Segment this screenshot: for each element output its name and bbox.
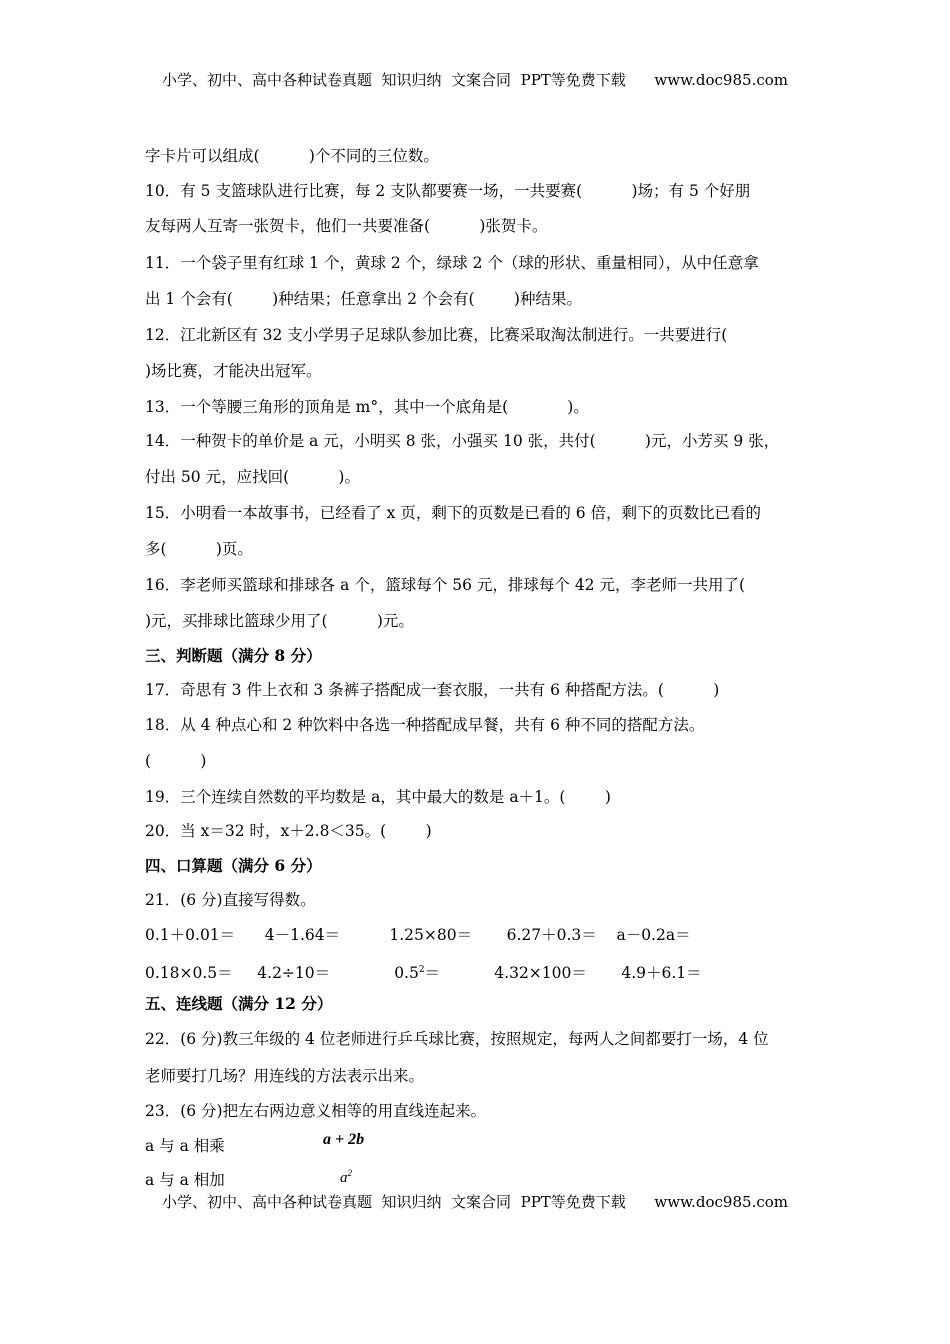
question-10-line-1: 10．有 5 支篮球队进行比赛，每 2 支队都要赛一场，一共要赛( )场；有 5 个好朋 bbox=[145, 182, 751, 200]
math-exponent: 2 bbox=[347, 1168, 352, 1178]
mental-math-row-2-part-c: ＝ 4.32×100＝ 4.9＋6.1＝ bbox=[424, 964, 702, 982]
question-16-line-1: 16．李老师买篮球和排球各 a 个，篮球每个 56 元，排球每个 42 元，李老师一共用了( bbox=[145, 576, 746, 594]
question-11-line-1: 11．一个袋子里有红球 1 个，黄球 2 个，绿球 2 个（球的形状、重量相同），从中任意拿 bbox=[145, 254, 759, 272]
question-21: 21．(6 分)直接写得数。 bbox=[145, 891, 316, 909]
question-10-line-2: 友每两人互寄一张贺卡，他们一共要准备( )张贺卡。 bbox=[145, 217, 548, 235]
question-13: 13．一个等腰三角形的顶角是 m°，其中一个底角是( )。 bbox=[145, 398, 589, 416]
match-right-item-2 bbox=[340, 1168, 352, 1187]
match-left-item-2: a 与 a 相加 bbox=[145, 1171, 225, 1189]
question-16-line-2: )元，买排球比篮球少用了( )元。 bbox=[145, 612, 414, 630]
question-14-line-2: 付出 50 元，应找回( )。 bbox=[145, 468, 360, 486]
exponent: 2 bbox=[418, 965, 425, 975]
question-22-line-1: 22．(6 分)教三年级的 4 位老师进行乒乓球比赛，按照规定，每两人之间都要打一场，4 位 bbox=[145, 1030, 769, 1048]
math-base: a bbox=[340, 1170, 348, 1186]
question-20: 20．当 x＝32 时，x＋2.8＜35。( ) bbox=[145, 822, 432, 840]
question-14-line-1: 14．一种贺卡的单价是 a 元，小明买 8 张，小强买 10 张，共付( )元，小芳买 9 张， bbox=[145, 432, 780, 450]
page-footer: 小学、初中、高中各种试卷真题 知识归纳 文案合同 PPT等免费下载 www.doc985.com bbox=[161, 1193, 788, 1211]
question-15-line-1: 15．小明看一本故事书，已经看了 x 页，剩下的页数是已看的 6 倍，剩下的页数比已看的 bbox=[145, 504, 762, 522]
section-5-heading: 五、连线题（满分 12 分） bbox=[145, 994, 333, 1013]
question-23: 23．(6 分)把左右两边意义相等的用直线连起来。 bbox=[145, 1102, 487, 1120]
section-3-heading: 三、判断题（满分 8 分） bbox=[145, 646, 322, 665]
question-18-line-2: ( ) bbox=[145, 752, 207, 770]
mental-math-row-1: 0.1＋0.01＝ 4－1.64＝ 1.25×80＝ 6.27＋0.3＝ a－0.2a＝ bbox=[145, 926, 691, 944]
question-18-line-1: 18．从 4 种点心和 2 种饮料中各选一种搭配成早餐，共有 6 种不同的搭配方法。 bbox=[145, 716, 705, 734]
question-11-line-2: 出 1 个会有( )种结果；任意拿出 2 个会有( )种结果。 bbox=[145, 290, 582, 308]
page-header: 小学、初中、高中各种试卷真题 知识归纳 文案合同 PPT等免费下载 www.doc985.com bbox=[161, 71, 788, 89]
match-left-item-1: a 与 a 相乘 bbox=[145, 1137, 225, 1155]
question-19: 19．三个连续自然数的平均数是 a，其中最大的数是 a＋1。( ) bbox=[145, 788, 611, 806]
match-right-item-1: a + 2b bbox=[323, 1131, 365, 1148]
question-15-line-2: 多( )页。 bbox=[145, 540, 253, 558]
question-9-continuation: 字卡片可以组成( )个不同的三位数。 bbox=[145, 147, 439, 165]
question-17: 17．奇思有 3 件上衣和 3 条裤子搭配成一套衣服，一共有 6 种搭配方法。( ) bbox=[145, 681, 720, 699]
mental-math-row-2-part-a: 0.18×0.5＝ 4.2÷10＝ 0.5 bbox=[145, 964, 419, 982]
question-22-line-2: 老师要打几场？用连线的方法表示出来。 bbox=[145, 1067, 425, 1085]
question-12-line-1: 12．江北新区有 32 支小学男子足球队参加比赛，比赛采取淘汰制进行。一共要进行( bbox=[145, 326, 728, 344]
section-4-heading: 四、口算题（满分 6 分） bbox=[145, 856, 322, 875]
mental-math-row-2 bbox=[145, 960, 702, 983]
question-12-line-2: )场比赛，才能决出冠军。 bbox=[145, 362, 322, 380]
